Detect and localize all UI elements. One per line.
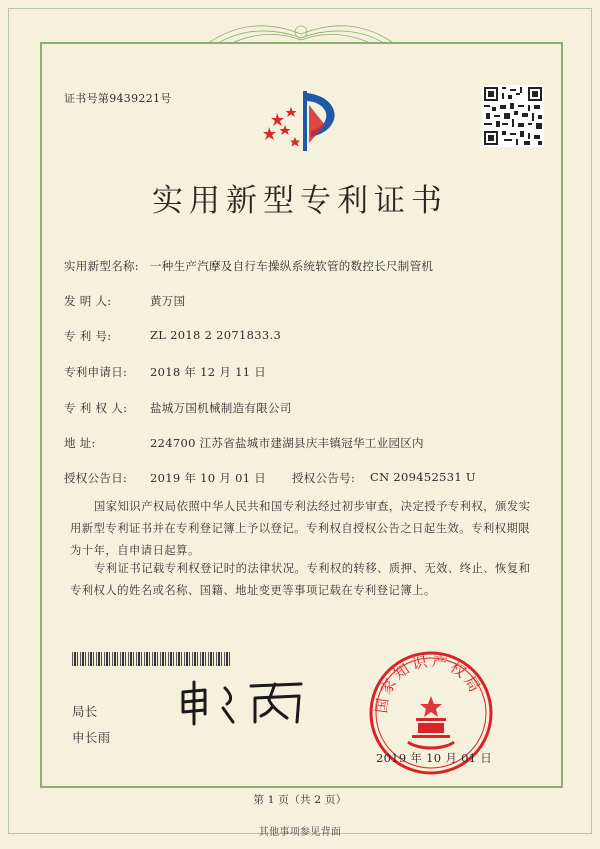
certificate-number: 证书号第9439221号 xyxy=(64,92,172,105)
grant-statement-paragraph: 国家知识产权局依照中华人民共和国专利法经过初步审查，决定授予专利权，颁发实用新型专利证书并在专利登记簿上予以登记。专利权自授权公告之日起生效。专利权期限为十年，自申请日起算。 xyxy=(70,500,531,557)
certificate-title: 实用新型专利证书 xyxy=(152,183,448,219)
address-label: 地 址: xyxy=(64,436,96,450)
decorative-border-pattern xyxy=(40,20,563,46)
inventor-value: 黄万国 xyxy=(150,294,186,308)
cnipa-logo xyxy=(255,85,355,155)
qr-code[interactable] xyxy=(482,85,544,147)
grant-date-value: 2019 年 10 月 01 日 xyxy=(150,471,267,485)
director-title: 局长 xyxy=(72,704,98,719)
grant-date-label: 授权公告日: xyxy=(64,471,128,485)
page-indicator: 第 1 页（共 2 页） xyxy=(253,794,347,806)
utility-name-label: 实用新型名称: xyxy=(64,259,139,273)
legal-status-paragraph: 专利证书记载专利权登记时的法律状况。专利权的转移、质押、无效、终止、恢复和专利权人的姓名或名称、国籍、地址变更等事项记载在专利登记簿上。 xyxy=(70,562,531,597)
patent-number-label: 专 利 号: xyxy=(64,329,112,343)
seal-date: 2019 年 10 月 01 日 xyxy=(376,751,493,765)
seal-text: 国家知识产权局 xyxy=(372,652,486,715)
handwritten-signature xyxy=(175,678,310,726)
director-name: 申长雨 xyxy=(72,730,111,745)
patent-owner-value: 盐城万国机械制造有限公司 xyxy=(150,401,292,415)
inventor-label: 发 明 人: xyxy=(64,294,112,308)
grant-number-value: CN 209452531 U xyxy=(370,470,476,484)
barcode xyxy=(72,652,232,666)
footer-note: 其他事项参见背面 xyxy=(258,827,342,838)
filing-date-label: 专利申请日: xyxy=(64,365,128,379)
filing-date-value: 2018 年 12 月 11 日 xyxy=(150,365,267,379)
patent-number-value: ZL 2018 2 2071833.3 xyxy=(150,328,282,342)
grant-number-label: 授权公告号: xyxy=(292,471,356,485)
patent-owner-label: 专 利 权 人: xyxy=(64,401,128,415)
utility-name-value: 一种生产汽摩及自行车操纵系统软管的数控长尺制管机 xyxy=(150,259,434,273)
address-value: 224700 江苏省盐城市建湖县庆丰镇冠华工业园区内 xyxy=(150,436,424,450)
